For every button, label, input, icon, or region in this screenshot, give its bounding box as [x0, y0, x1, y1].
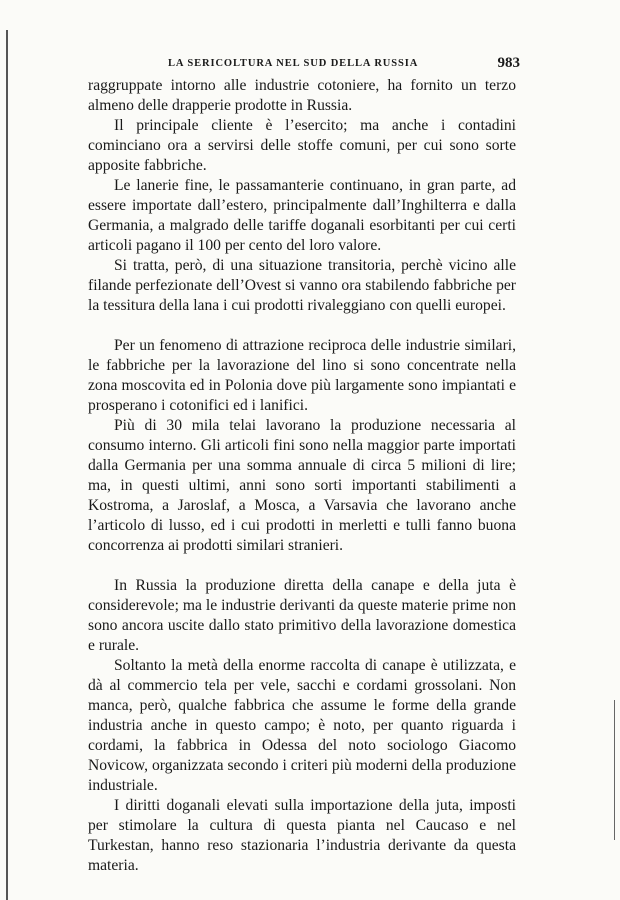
running-title: LA SERICOLTURA NEL SUD DELLA RUSSIA [168, 58, 419, 69]
body-text [88, 76, 516, 876]
paragraph: Si tratta, però, di una situazione transitoria, perchè vicino alle filande perfezionate dell’Ovest si vanno ora stabilendo fabbriche per la tessitura della lana i cui prodotti rivaleggiano con quelli europei. [88, 257, 516, 314]
section-break [88, 556, 516, 576]
binding-edge-line [6, 30, 8, 900]
paragraph: In Russia la produzione diretta della canape e della juta è considerevole; ma le industrie derivanti da queste materie prime non sono ancora uscite dallo stato primitivo della lavorazione domestica e rurale. [88, 577, 516, 654]
paragraph: Le lanerie fine, le passamanterie continuano, in gran parte, ad essere importate dall’estero, principalmente dall’Inghilterra e dalla Germania, a malgrado delle tariffe doganali esorbitanti per cui certi articoli pagano il 100 per cento del loro valore. [88, 177, 516, 254]
page-number: 983 [497, 55, 520, 71]
page-header [88, 54, 520, 76]
document-page [88, 54, 520, 876]
paragraph: Il principale cliente è l’esercito; ma anche i contadini cominciano ora a servirsi delle stoffe comuni, per cui sono sorte apposite fabbriche. [88, 117, 516, 174]
section-break [88, 316, 516, 336]
paragraph: I diritti doganali elevati sulla importazione della juta, imposti per stimolare la cultura di questa pianta nel Caucaso e nel Turkestan, hanno reso stazionaria l’industria derivante da questa materia. [88, 797, 516, 874]
paragraph: Per un fenomeno di attrazione reciproca delle industrie similari, le fabbriche per la lavorazione del lino si sono concentrate nella zona moscovita ed in Polonia dove più largamente sono impiantati e prosperano i cotonifici ed i lanifici. [88, 337, 516, 414]
page-edge-mark [614, 700, 615, 840]
paragraph: raggruppate intorno alle industrie cotoniere, ha fornito un terzo almeno delle drapperie prodotte in Russia. [88, 77, 516, 114]
paragraph: Soltanto la metà della enorme raccolta di canape è utilizzata, e dà al commercio tela per vele, sacchi e cordami grossolani. Non manca, però, qualche fabbrica che assume le forme della grande industria anche in questo campo; è noto, per quanto riguarda i cordami, la fabbrica in Odessa del noto sociologo Giacomo Novicow, organizzata secondo i criteri più moderni della produzione industriale. [88, 657, 516, 794]
paragraph: Più di 30 mila telai lavorano la produzione necessaria al consumo interno. Gli articoli fini sono nella maggior parte importati dalla Germania per una somma annuale di circa 5 milioni di lire; ma, in questi ultimi, anni sono sorti importanti stabilimenti a Kostroma, a Jaroslaf, a Mosca, a Varsavia che lavorano anche l’articolo di lusso, ed i cui prodotti in merletti e tulli fanno buona concorrenza ai prodotti similari stranieri. [88, 417, 516, 554]
